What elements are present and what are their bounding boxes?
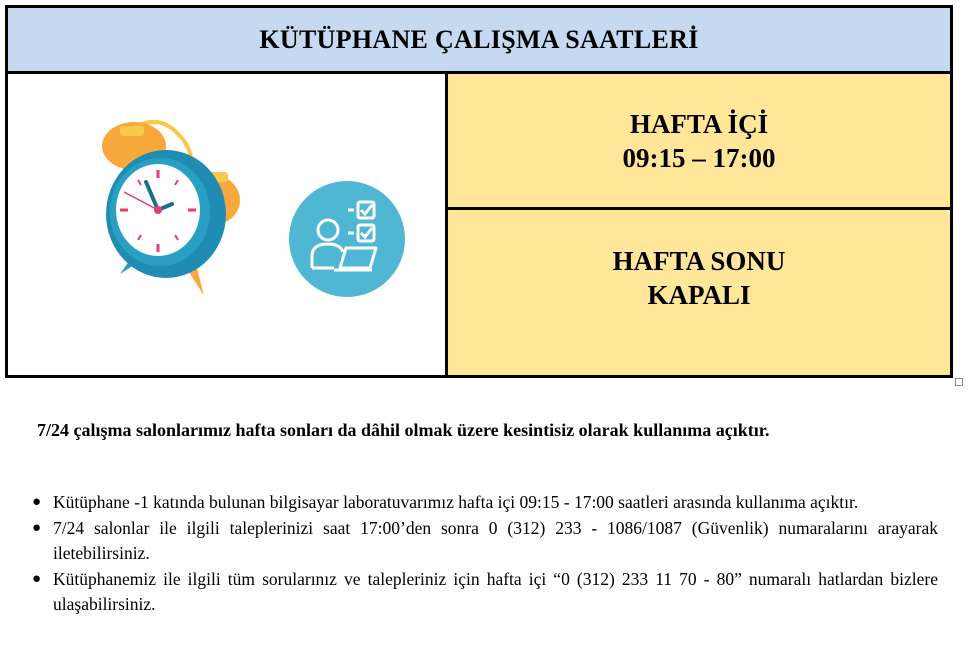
info-list [32, 490, 938, 618]
list-item-text: 7/24 salonlar ile ilgili taleplerinizi saat 17:00’den sonra 0 (312) 233 - 1086/1087 (Güvenlik) numaralarını arayarak iletebilirsiniz. [53, 518, 938, 563]
bullet-icon: ● [32, 571, 42, 587]
list-item-text: Kütüphane -1 katında bulunan bilgisayar laboratuvarımız hafta içi 09:15 - 17:00 saatleri arasında kullanıma açıktır. [53, 492, 859, 512]
list-item-text: Kütüphanemiz ile ilgili tüm sorularınız ve talepleriniz için hafta içi “0 (312) 233 11 70 - 80” numaralı hatlardan bizlere ulaşabilirsiniz. [53, 569, 938, 614]
alarm-clock-icon [98, 114, 248, 294]
bullet-icon: ● [32, 494, 42, 510]
list-item [32, 490, 938, 515]
notice-text: 7/24 çalışma salonlarımız hafta sonları da dâhil olmak üzere kesintisiz olarak kullanıma açıktır. [37, 420, 770, 440]
weekday-hours-cell [448, 74, 950, 210]
weekend-hours-cell [448, 210, 950, 375]
weekday-hours: 09:15 – 17:00 [622, 142, 776, 173]
weekend-label: HAFTA SONU [612, 246, 786, 276]
table-title: KÜTÜPHANE ÇALIŞMA SAATLERİ [8, 8, 950, 74]
list-item [32, 516, 938, 566]
illustration-cell [8, 74, 448, 375]
working-hours-table [5, 5, 953, 378]
online-study-checklist-icon [288, 180, 406, 298]
table-resize-handle[interactable] [955, 378, 963, 386]
weekend-status: KAPALI [647, 280, 751, 310]
bullet-icon: ● [32, 520, 42, 536]
weekday-label: HAFTA İÇİ [629, 108, 769, 139]
list-item [32, 567, 938, 617]
